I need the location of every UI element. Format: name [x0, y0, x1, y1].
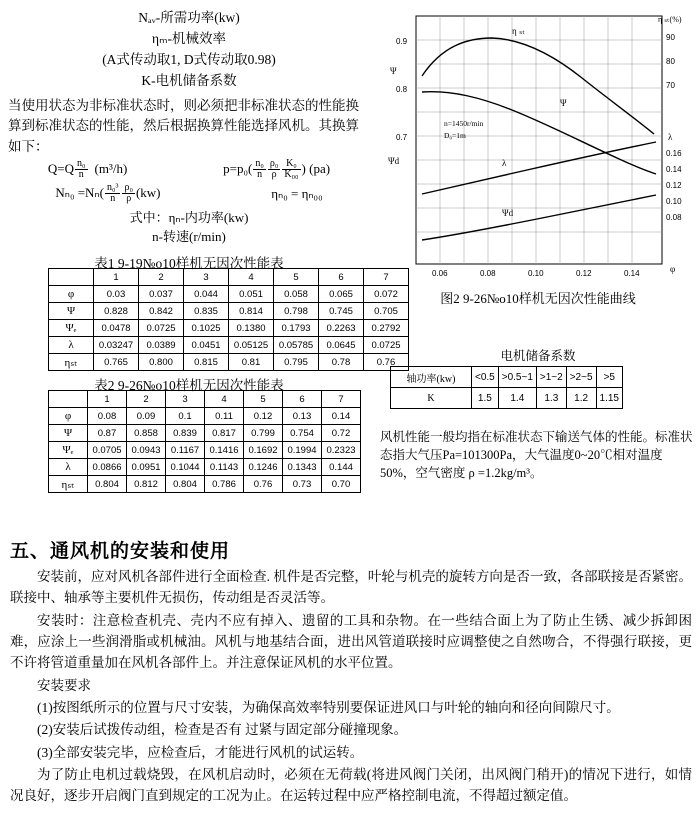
- k-value-cell: 1.5: [472, 388, 499, 409]
- label-psid: Ψd: [502, 208, 514, 218]
- table-cell: 0.044: [184, 286, 229, 303]
- table1-caption: 表1 9-19№o10样机无因次性能表: [94, 256, 284, 271]
- k-value-cell: 1.4: [498, 388, 536, 409]
- p-unit: ) (pa): [301, 160, 331, 176]
- table-cell: 0.835: [184, 303, 229, 320]
- k-table-title: 电机储备系数: [500, 349, 576, 363]
- table-column-header: 7: [322, 391, 361, 408]
- table-cell: 0.1692: [244, 442, 283, 459]
- table-row: [49, 303, 409, 320]
- label-lambda: λ: [502, 158, 507, 168]
- table-row-label: ηₛₜ: [49, 354, 94, 371]
- formula-line-1: Nₐᵥ-所需功率(kw): [138, 10, 240, 25]
- table-cell: 0.1380: [229, 320, 274, 337]
- label-eta: η ₛₜ: [512, 26, 525, 36]
- table-cell: 0.0705: [88, 442, 127, 459]
- table-cell: 0.051: [229, 286, 274, 303]
- table-row-label: λ: [49, 337, 94, 354]
- yaxis-label-psid: Ψd: [388, 156, 400, 166]
- table-column-header: 6: [319, 269, 364, 286]
- table-cell: 0.037: [139, 286, 184, 303]
- table-cell: 0.072: [364, 286, 409, 303]
- table-cell: 0.817: [205, 425, 244, 442]
- table-no26-performance: [48, 390, 361, 493]
- paragraph-7: 为了防止电机过载烧毁，在风机启动时，必须在无荷载(将进风阀门关闭，出风阀门稍开)的情况下进行，如情况良好，逐步开启阀门直到规定的工况为止。在运转过程中应严格控制电流，不得超过额定值。: [10, 766, 692, 804]
- equation-row-3: 式中：ηₙ-内功率(kw): [129, 209, 249, 225]
- table-column-header: 1: [94, 269, 139, 286]
- table-cell: 0.765: [94, 354, 139, 371]
- xtick-012: 0.12: [576, 269, 592, 276]
- section-body: [10, 566, 692, 808]
- table-cell: 0.804: [88, 476, 127, 493]
- ytick-right-70: 70: [666, 81, 675, 90]
- table-row-label: ηₛₜ: [49, 476, 88, 493]
- n-frac1-den: n: [110, 193, 116, 205]
- ytick-lambda-014: 0.14: [666, 165, 682, 174]
- table-row-label: Ψₑ: [49, 442, 88, 459]
- table-cell: 0.76: [364, 354, 409, 371]
- p-frac1-den: n: [257, 169, 263, 181]
- table-cell: 0.705: [364, 303, 409, 320]
- paragraph-3: 安装要求: [37, 677, 91, 693]
- yaxis-label-psi: Ψ: [390, 66, 397, 76]
- k-value-row: [391, 388, 623, 409]
- ytick-0-9: 0.9: [396, 37, 408, 46]
- p-frac3-num: K₀: [282, 159, 300, 171]
- table-cell: 0.87: [88, 425, 127, 442]
- table-column-header: 7: [364, 269, 409, 286]
- xaxis-label-phi: φ: [670, 264, 676, 274]
- paragraph-4: (1)按图纸所示的位置与尺寸安装，为确保高效率特别要保证进风口与叶轮的轴向和径向间隙尺寸。: [37, 699, 620, 715]
- k-header-cell: >0.5~1: [498, 367, 536, 388]
- table-cell: 0.0951: [127, 459, 166, 476]
- p-frac2-num: ρ₀: [269, 157, 279, 169]
- table-column-header: 2: [139, 269, 184, 286]
- motor-reserve-coefficient-table: [390, 366, 623, 409]
- paragraph-6: (3)全部安装完毕，应检查后，才能进行风机的试运转。: [37, 744, 364, 760]
- k-value-cell: 1.3: [536, 388, 566, 409]
- table-row: [49, 337, 409, 354]
- table-cell: 0.0866: [88, 459, 127, 476]
- k-header-cell: >5: [596, 367, 622, 388]
- ytick-right-90: 90: [666, 33, 675, 42]
- table-cell: 0.800: [139, 354, 184, 371]
- table-cell: 0.1143: [205, 459, 244, 476]
- xtick-006: 0.06: [432, 269, 448, 276]
- table-cell: 0.11: [205, 408, 244, 425]
- table-cell: 0.2263: [319, 320, 364, 337]
- q-frac-den: n: [78, 169, 84, 181]
- ytick-lambda-010: 0.10: [666, 197, 682, 206]
- p-frac1-num: n₀: [255, 157, 264, 169]
- table-cell: 0.828: [94, 303, 139, 320]
- table-cell: 0.795: [274, 354, 319, 371]
- k-value-cell: 1.15: [596, 388, 622, 409]
- table1-wrapper: [48, 268, 409, 371]
- table-cell: 0.1167: [166, 442, 205, 459]
- table-column-header: 1: [88, 391, 127, 408]
- table-cell: 0.745: [319, 303, 364, 320]
- table-cell: 0.0389: [139, 337, 184, 354]
- table-cell: 0.72: [322, 425, 361, 442]
- chart-annotation-diameter: D₀=1m: [444, 131, 466, 140]
- table-row: [49, 425, 361, 442]
- table-column-header: 3: [166, 391, 205, 408]
- table-cell: 0.78: [319, 354, 364, 371]
- table-column-header: 5: [244, 391, 283, 408]
- table-column-header: 5: [274, 269, 319, 286]
- table-cell: 0.13: [283, 408, 322, 425]
- table-cell: 0.0645: [319, 337, 364, 354]
- table-cell: 0.1416: [205, 442, 244, 459]
- equation-row-1: [0, 159, 378, 181]
- chart-caption: 图2 9-26№o10样机无因次性能曲线: [440, 291, 636, 306]
- k-header-cell: >2~5: [566, 367, 596, 388]
- table-row: [49, 459, 361, 476]
- table-row-label: Ψₑ: [49, 320, 94, 337]
- table-cell: 0.799: [244, 425, 283, 442]
- table-row: [49, 476, 361, 493]
- table-cell: 0.76: [244, 476, 283, 493]
- n-frac2-num: ρ₀: [124, 181, 133, 193]
- k-header-row: [391, 367, 623, 388]
- table-cell: 0.786: [205, 476, 244, 493]
- table-cell: 0.812: [127, 476, 166, 493]
- table-cell: 0.804: [166, 476, 205, 493]
- table-header-row: [49, 269, 409, 286]
- k-header-cell: >1~2: [536, 367, 566, 388]
- n-unit: (kw): [135, 184, 161, 200]
- table-row-label: Ψ: [49, 425, 88, 442]
- equation-p: p=p₀( $\frac{\text{n₀}}{n}$ $\frac{\text{ρ₀}}{\rho}$ $\frac{\text{K₀}}{\text{K₀₀}}$ ) (pa): [223, 157, 331, 181]
- table-column-header: 3: [184, 269, 229, 286]
- table2-wrapper: [48, 390, 361, 493]
- table-cell: 0.73: [283, 476, 322, 493]
- ytick-lambda-008: 0.08: [666, 213, 682, 222]
- table-row: [49, 408, 361, 425]
- table-cell: 0.839: [166, 425, 205, 442]
- table-column-header: 4: [205, 391, 244, 408]
- table-cell: 0.058: [274, 286, 319, 303]
- table-row: [49, 286, 409, 303]
- ytick-0-7: 0.7: [396, 133, 408, 142]
- yaxis-label-eta: η ₛₜ(%): [658, 15, 682, 24]
- table-column-header: 4: [229, 269, 274, 286]
- intro-paragraph: 当使用状态为非标准状态时，则必须把非标准状态的性能换算到标准状态的性能，然后根据换算性能选择风机。其换算如下：: [8, 98, 359, 154]
- table-cell: 0.0943: [127, 442, 166, 459]
- table-cell: 0.0725: [139, 320, 184, 337]
- table-corner-cell: [49, 269, 94, 286]
- equation-row-4: n-转速(r/min): [152, 228, 226, 244]
- table-column-header: 6: [283, 391, 322, 408]
- chart-svg: [382, 6, 694, 276]
- table-cell: 0.1343: [283, 459, 322, 476]
- equation-n: Nₙ₀ =Nₙ( $\frac{\text{n₀³}}{n}$ $\frac{\text{ρ₀}}{\rho}$ (kw): [55, 181, 161, 205]
- performance-curve-chart: [382, 6, 694, 276]
- table-cell: 0.754: [283, 425, 322, 442]
- table-cell: 0.144: [322, 459, 361, 476]
- table-no19-performance: [48, 268, 409, 371]
- table-cell: 0.1025: [184, 320, 229, 337]
- table-column-header: 2: [127, 391, 166, 408]
- q-unit: (m³/h): [94, 160, 128, 176]
- table-cell: 0.81: [229, 354, 274, 371]
- n-frac2-den: ρ: [126, 193, 132, 205]
- xtick-008: 0.08: [480, 269, 496, 276]
- table-cell: 0.1994: [283, 442, 322, 459]
- equation-q: Q=Q $\frac{\text{n₀}}{n}$ (m³/h): [47, 157, 128, 181]
- yaxis-label-lambda: λ: [668, 132, 673, 142]
- section-title: 五、通风机的安装和使用: [10, 541, 231, 562]
- table-cell: 0.065: [319, 286, 364, 303]
- formula-head: [0, 8, 378, 92]
- table-cell: 0.798: [274, 303, 319, 320]
- equation-eta: ηₙ₀ = ηₙ₀₀: [271, 185, 323, 201]
- table-row-label: Ψ: [49, 303, 94, 320]
- equation-row-2: [0, 183, 378, 205]
- k-header-cell: 轴功率(kw): [391, 367, 472, 388]
- paragraph-5: (2)安装后试拨传动组，检查是否有 过紧与固定部分碰撞现象。: [37, 722, 408, 738]
- table-cell: 0.70: [322, 476, 361, 493]
- formula-line-4: K-电机储备系数: [141, 72, 237, 88]
- chart-annotation-speed: n=1450r/min: [444, 119, 484, 128]
- ytick-0-8: 0.8: [396, 85, 408, 94]
- table-cell: 0.09: [127, 408, 166, 425]
- table-cell: 0.12: [244, 408, 283, 425]
- table-row-label: λ: [49, 459, 88, 476]
- table-cell: 0.842: [139, 303, 184, 320]
- table-corner-cell: [49, 391, 88, 408]
- table-cell: 0.858: [127, 425, 166, 442]
- n-frac1-num: n₀³: [106, 181, 119, 193]
- formula-line-3: (A式传动取1, D式传动取0.98): [102, 51, 276, 67]
- k-value-cell: K: [391, 388, 472, 409]
- table-cell: 0.14: [322, 408, 361, 425]
- table-cell: 0.03247: [94, 337, 139, 354]
- k-value-cell: 1.2: [566, 388, 596, 409]
- table-row-label: φ: [49, 286, 94, 303]
- table-cell: 0.05125: [229, 337, 274, 354]
- k-table-wrapper: [390, 366, 623, 409]
- table-cell: 0.08: [88, 408, 127, 425]
- table-cell: 0.1246: [244, 459, 283, 476]
- p-frac3-den: K₀₀: [284, 169, 299, 181]
- ytick-right-80: 80: [666, 57, 675, 66]
- k-header-cell: <0.5: [472, 367, 499, 388]
- table-cell: 0.1: [166, 408, 205, 425]
- table-cell: 0.0478: [94, 320, 139, 337]
- table-row: [49, 354, 409, 371]
- table-cell: 0.1793: [274, 320, 319, 337]
- table2-caption: 表2 9-26№o10样机无因次性能表: [94, 378, 284, 393]
- standard-state-note: 风机性能一般均指在标准状态下输送气体的性能。标准状态指大气压Pa=101300Pa，大气温度0~20℃相对温度50%，空气密度 ρ =1.2kg/m³。: [380, 430, 693, 481]
- paragraph-1: 安装前，应对风机各部件进行全面检查. 机件是否完整，叶轮与机壳的旋转方向是否一致，各部联接是否紧密。联接中、轴承等主要机件无损伤，传动组是否灵活等。: [10, 569, 692, 606]
- xtick-014: 0.14: [624, 269, 640, 276]
- table-cell: 0.1044: [166, 459, 205, 476]
- table-row: [49, 320, 409, 337]
- table-cell: 0.2792: [364, 320, 409, 337]
- label-psi: Ψ: [560, 98, 567, 108]
- table-row: [49, 442, 361, 459]
- table-cell: 0.0725: [364, 337, 409, 354]
- table-cell: 0.2323: [322, 442, 361, 459]
- table-cell: 0.05785: [274, 337, 319, 354]
- paragraph-2: 安装时：注意检查机壳、壳内不应有掉入、遗留的工具和杂物。在一些结合面上为了防止生锈、减少拆卸困难，应涂上一些润滑脂或机械油。风机与地基结合面，进出风管道联接时应调整使之自然吻合，不得强行联接，更不许将管道重量加在风机各部件上。并注意保证风机的水平位置。: [10, 612, 692, 671]
- xtick-010: 0.10: [528, 269, 544, 276]
- ytick-lambda-012: 0.12: [666, 181, 682, 190]
- table-cell: 0.0451: [184, 337, 229, 354]
- table-cell: 0.814: [229, 303, 274, 320]
- table-header-row: [49, 391, 361, 408]
- table-cell: 0.815: [184, 354, 229, 371]
- p-frac2-den: ρ: [271, 169, 277, 181]
- table-row-label: φ: [49, 408, 88, 425]
- q-frac-num: n₀: [77, 157, 86, 169]
- ytick-lambda-016: 0.16: [666, 149, 682, 158]
- formula-line-2: ηₘ-机械效率: [152, 30, 226, 46]
- table-cell: 0.03: [94, 286, 139, 303]
